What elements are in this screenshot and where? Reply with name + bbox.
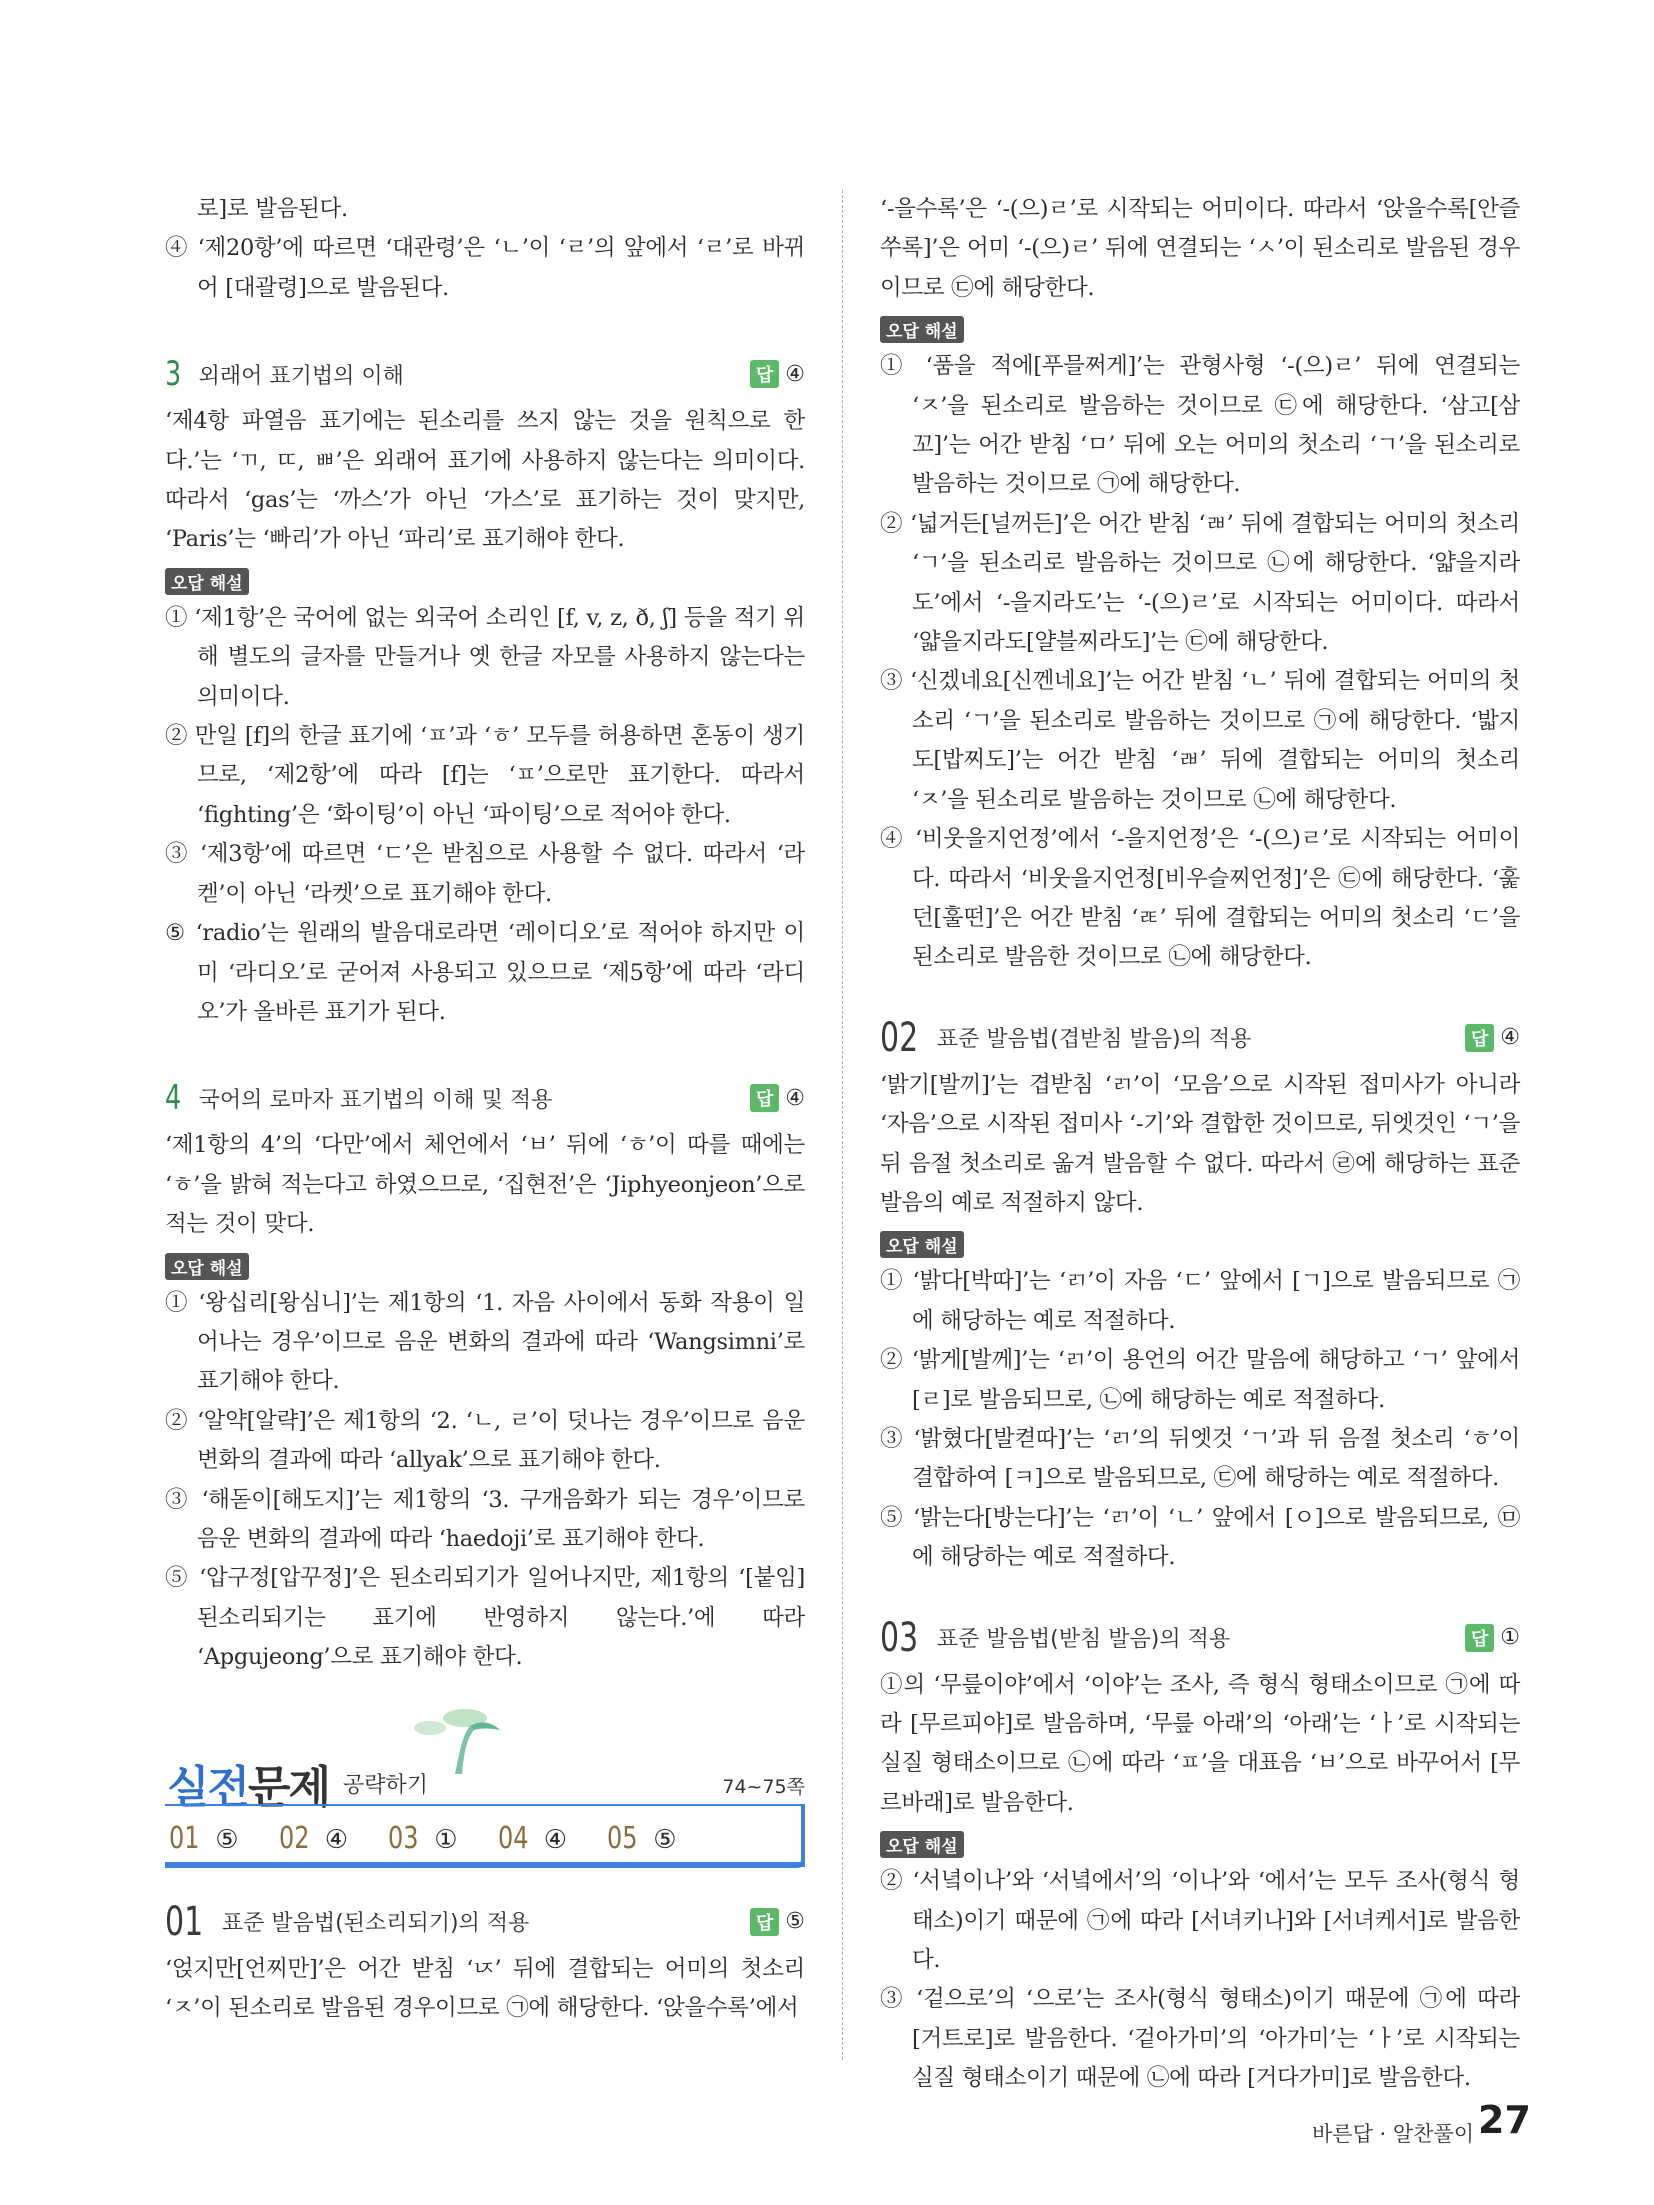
section-title: 국어의 로마자 표기법의 이해 및 적용: [198, 1087, 553, 1113]
section-number: 3: [165, 354, 182, 395]
page-range: 74~75쪽: [722, 1775, 805, 1798]
list-item: ③ ‘제3항’에 따르면 ‘ㄷ’은 받침으로 사용할 수 없다. 따라서 ‘라켇’이 아닌 ‘라켓’으로 표기해야 한다.: [165, 841, 805, 907]
section-number: 4: [165, 1078, 182, 1119]
left-column: [165, 190, 805, 2028]
question-body: ①의 ‘무릎이야’에서 ‘이야’는 조사, 즉 형식 형태소이므로 ㉠에 따라 [무르피야]로 발음하며, ‘무릎 아래’의 ‘아래’는 ‘ㅏ’로 시작되는 실질 형태소이므로 ㉡에 따라 ‘ㅍ’을 대표음 ‘ㅂ’으로 바꾸어서 [무르바래]로 발음한다.: [880, 1671, 1520, 1816]
answer-value: ①: [1500, 1625, 1520, 1651]
column-divider: [842, 190, 843, 2060]
quick-answer: 02 ④: [278, 1820, 348, 1856]
list-item: ④ ‘제20항’에 따르면 ‘대관령’은 ‘ㄴ’이 ‘ㄹ’의 앞에서 ‘ㄹ’로 바뀌어 [대괄령]으로 발음된다.: [165, 235, 805, 301]
list-item: ① ‘제1항’은 국어에 없는 외국어 소리인 [f, v, z, ð, ʃ] 등을 적기 위해 별도의 글자를 만들거나 옛 한글 자모를 사용하지 않는다는 의미이다.: [165, 604, 805, 710]
banner-subtitle: 공략하기: [343, 1772, 429, 1798]
quick-answer: 04 ④: [497, 1820, 567, 1856]
question-title: 표준 발음법(겹받침 발음)의 적용: [936, 1027, 1252, 1053]
list-item: ② ‘밝게[발께]’는 ‘ㄺ’이 용언의 어간 말음에 해당하고 ‘ㄱ’ 앞에서 [ㄹ]로 발음되므로, ㉡에 해당하는 예로 적절하다.: [880, 1347, 1520, 1413]
wrong-answer-label: 오답 해설: [880, 1831, 964, 1858]
quick-answer: 01 ⑤: [169, 1820, 239, 1856]
list-item: ③ ‘밝혔다[발켣따]’는 ‘ㄺ’의 뒤엣것 ‘ㄱ’과 뒤 음절 첫소리 ‘ㅎ’이 결합하여 [ㅋ]으로 발음되므로, ㉢에 해당하는 예로 적절하다.: [880, 1425, 1520, 1492]
question-title: 표준 발음법(받침 발음)의 적용: [936, 1627, 1231, 1653]
answer: [750, 1908, 805, 1936]
banner-bar: [165, 1862, 805, 1867]
answer-value: ④: [785, 1085, 805, 1111]
list-item: ⑤ ‘밝는다[방는다]’는 ‘ㄺ’이 ‘ㄴ’ 앞에서 [ㅇ]으로 발음되므로, ㉤에 해당하는 예로 적절하다.: [880, 1504, 1520, 1571]
banner-title: 실전문제: [167, 1761, 330, 1813]
continued-line: 로]로 발음된다.: [197, 196, 348, 222]
answer: [750, 1084, 805, 1112]
answer-value: ④: [1500, 1025, 1520, 1051]
answer-value: ⑤: [785, 1909, 805, 1935]
question-body: ‘얹지만[언찌만]’은 어간 받침 ‘ㄵ’ 뒤에 결합되는 어미의 첫소리 ‘ㅈ’이 된소리로 발음된 경우이므로 ㉠에 해당한다. ‘앉을수록’에서: [165, 1955, 805, 2021]
leaf-decoration-icon: [400, 1696, 510, 1776]
question-number: 03: [880, 1614, 919, 1661]
answer: [1465, 1624, 1520, 1652]
right-column: [880, 190, 1520, 2099]
question-body-continued: ‘-을수록’은 ‘-(으)ㄹ’로 시작되는 어미이다. 따라서 ‘앉을수록[안즐쑤록]’은 어미 ‘-(으)ㄹ’ 뒤에 연결되는 ‘ㅅ’이 된소리로 발음된 경우이므로 ㉢에 해당한다.: [880, 196, 1520, 301]
list-item: ⑤ ‘압구정[압꾸정]’은 된소리되기가 일어나지만, 제1항의 ‘[붙임] 된소리되기는 표기에 반영하지 않는다.’에 따라 ‘Apgujeong’으로 표기해야 한다.: [165, 1565, 805, 1671]
wrong-answer-label: 오답 해설: [880, 1231, 964, 1258]
answer-badge: 답: [1465, 1024, 1494, 1052]
question-number: 02: [880, 1014, 919, 1061]
list-item: ② 만일 [f]의 한글 표기에 ‘ㅍ’과 ‘ㅎ’ 모두를 허용하면 혼동이 생기므로, ‘제2항’에 따라 [f]는 ‘ㅍ’으로만 표기한다. 따라서 ‘fighting’은 ‘화이팅’이 아닌 ‘파이팅’으로 적어야 한다.: [165, 723, 805, 828]
answer: [1465, 1024, 1520, 1052]
list-item: ③ ‘해돋이[해도지]’는 제1항의 ‘3. 구개음화가 되는 경우’이므로 음운 변화의 결과에 따라 ‘haedoji’로 표기해야 한다.: [165, 1486, 805, 1552]
question-03-heading: [880, 1612, 1520, 1664]
section-body: ‘제1항의 4’의 ‘다만’에서 체언에서 ‘ㅂ’ 뒤에 ‘ㅎ’이 따를 때에는 ‘ㅎ’을 밝혀 적는다고 하였으므로, ‘집현전’은 ‘Jiphyeonjeon’으로 적는 것이 맞다.: [165, 1132, 805, 1238]
practice-banner: [165, 1696, 805, 1856]
quick-answer: 05 ⑤: [607, 1820, 677, 1856]
answer: [750, 360, 805, 388]
answer-badge: 답: [750, 1084, 779, 1112]
wrong-answer-label: 오답 해설: [165, 1253, 249, 1280]
section-title: 외래어 표기법의 이해: [198, 363, 404, 389]
list-item: ② ‘알약[알략]’은 제1항의 ‘2. ‘ㄴ, ㄹ’이 덧나는 경우’이므로 음운 변화의 결과에 따라 ‘allyak’으로 표기해야 한다.: [165, 1407, 805, 1474]
quick-answers: [169, 1821, 677, 1856]
list-item: ② ‘서녘이나’와 ‘서녘에서’의 ‘이나’와 ‘에서’는 모두 조사(형식 형태소)이기 때문에 ㉠에 따라 [서녀키나]와 [서녀케서]로 발음한다.: [880, 1868, 1520, 1974]
list-item: ① ‘왕십리[왕심니]’는 제1항의 ‘1. 자음 사이에서 동화 작용이 일어나는 경우’이므로 음운 변화의 결과에 따라 ‘Wangsimni’로 표기해야 한다.: [165, 1289, 805, 1395]
answer-value: ④: [785, 361, 805, 387]
question-01-heading: [165, 1896, 805, 1948]
question-02-heading: [880, 1012, 1520, 1064]
list-item: ② ‘넓거든[널꺼든]’은 어간 받침 ‘ㄼ’ 뒤에 결합되는 어미의 첫소리 ‘ㄱ’을 된소리로 발음하는 것이므로 ㉡에 해당한다. ‘얇을지라도’에서 ‘-을지라도’는 ‘-(으)ㄹ’로 시작되는 어미이다. 따라서 ‘얇을지라도[얄블찌라도]’는 ㉢에 해당한다.: [880, 510, 1520, 656]
section-3-heading: [165, 348, 805, 400]
wrong-answer-label: 오답 해설: [880, 316, 964, 343]
question-title: 표준 발음법(된소리되기)의 적용: [221, 1911, 530, 1937]
footer-label: 바른답 · 알찬풀이: [1312, 2122, 1475, 2146]
list-item: ⑤ ‘radio’는 원래의 발음대로라면 ‘레이디오’로 적어야 하지만 이미 ‘라디오’로 굳어져 사용되고 있으므로 ‘제5항’에 따라 ‘라디오’가 올바른 표기가 된다.: [165, 920, 805, 1025]
answer-badge: 답: [750, 1908, 779, 1936]
question-body: ‘밝기[발끼]’는 겹받침 ‘ㄺ’이 ‘모음’으로 시작된 접미사가 아니라 ‘자음’으로 시작된 접미사 ‘-기’와 결합한 것이므로, 뒤엣것인 ‘ㄱ’을 뒤 음절 첫소리로 옮겨 발음할 수 없다. 따라서 ㉣에 해당하는 표준 발음의 예로 적절하지 않다.: [880, 1071, 1520, 1216]
list-item: ① ‘품을 적에[푸믈쩌게]’는 관형사형 ‘-(으)ㄹ’ 뒤에 연결되는 ‘ㅈ’을 된소리로 발음하는 것이므로 ㉢에 해당한다. ‘삼고[삼꼬]’는 어간 받침 ‘ㅁ’ 뒤에 오는 어미의 첫소리 ‘ㄱ’을 된소리로 발음하는 것이므로 ㉠에 해당한다.: [880, 353, 1520, 498]
list-item: ③ ‘겉으로’의 ‘으로’는 조사(형식 형태소)이기 때문에 ㉠에 따라 [거트로]로 발음한다. ‘겉아가미’의 ‘아가미’는 ‘ㅏ’로 시작되는 실질 형태소이기 때문에 ㉡에 따라 [거다가미]로 발음한다.: [880, 1986, 1520, 2092]
section-body: ‘제4항 파열음 표기에는 된소리를 쓰지 않는 것을 원칙으로 한다.’는 ‘ㄲ, ㄸ, ㅃ’은 외래어 표기에 사용하지 않는다는 의미이다. 따라서 ‘gas’는 ‘까스’가 아닌 ‘가스’로 표기하는 것이 맞지만, ‘Paris’는 ‘빠리’가 아닌 ‘파리’로 표기해야 한다.: [165, 408, 805, 553]
list-item: ③ ‘신겠네요[신껜네요]’는 어간 받침 ‘ㄴ’ 뒤에 결합되는 어미의 첫소리 ‘ㄱ’을 된소리로 발음하는 것이므로 ㉠에 해당한다. ‘밟지도[밥찌도]’는 어간 받침 ‘ㄼ’ 뒤에 결합되는 어미의 첫소리 ‘ㅈ’을 된소리로 발음하는 것이므로 ㉡에 해당한다.: [880, 668, 1520, 813]
answer-badge: 답: [750, 360, 779, 388]
list-item: ④ ‘비웃을지언정’에서 ‘-을지언정’은 ‘-(으)ㄹ’로 시작되는 어미이다. 따라서 ‘비웃을지언정[비우슬찌언정]’은 ㉢에 해당한다. ‘훑던[훌떤]’은 어간 받침 ‘ㄾ’ 뒤에 결합되는 어미의 첫소리 ‘ㄷ’을 된소리로 발음한 것이므로 ㉡에 해당한다.: [880, 826, 1520, 971]
quick-answer: 03 ①: [388, 1820, 458, 1856]
wrong-answer-label: 오답 해설: [165, 568, 249, 595]
list-item: ① ‘밝다[박따]’는 ‘ㄺ’이 자음 ‘ㄷ’ 앞에서 [ㄱ]으로 발음되므로 ㉠에 해당하는 예로 적절하다.: [880, 1268, 1520, 1334]
question-number: 01: [165, 1898, 204, 1945]
section-4-heading: [165, 1072, 805, 1124]
page-number: 27: [1478, 2098, 1531, 2142]
answer-badge: 답: [1465, 1624, 1494, 1652]
